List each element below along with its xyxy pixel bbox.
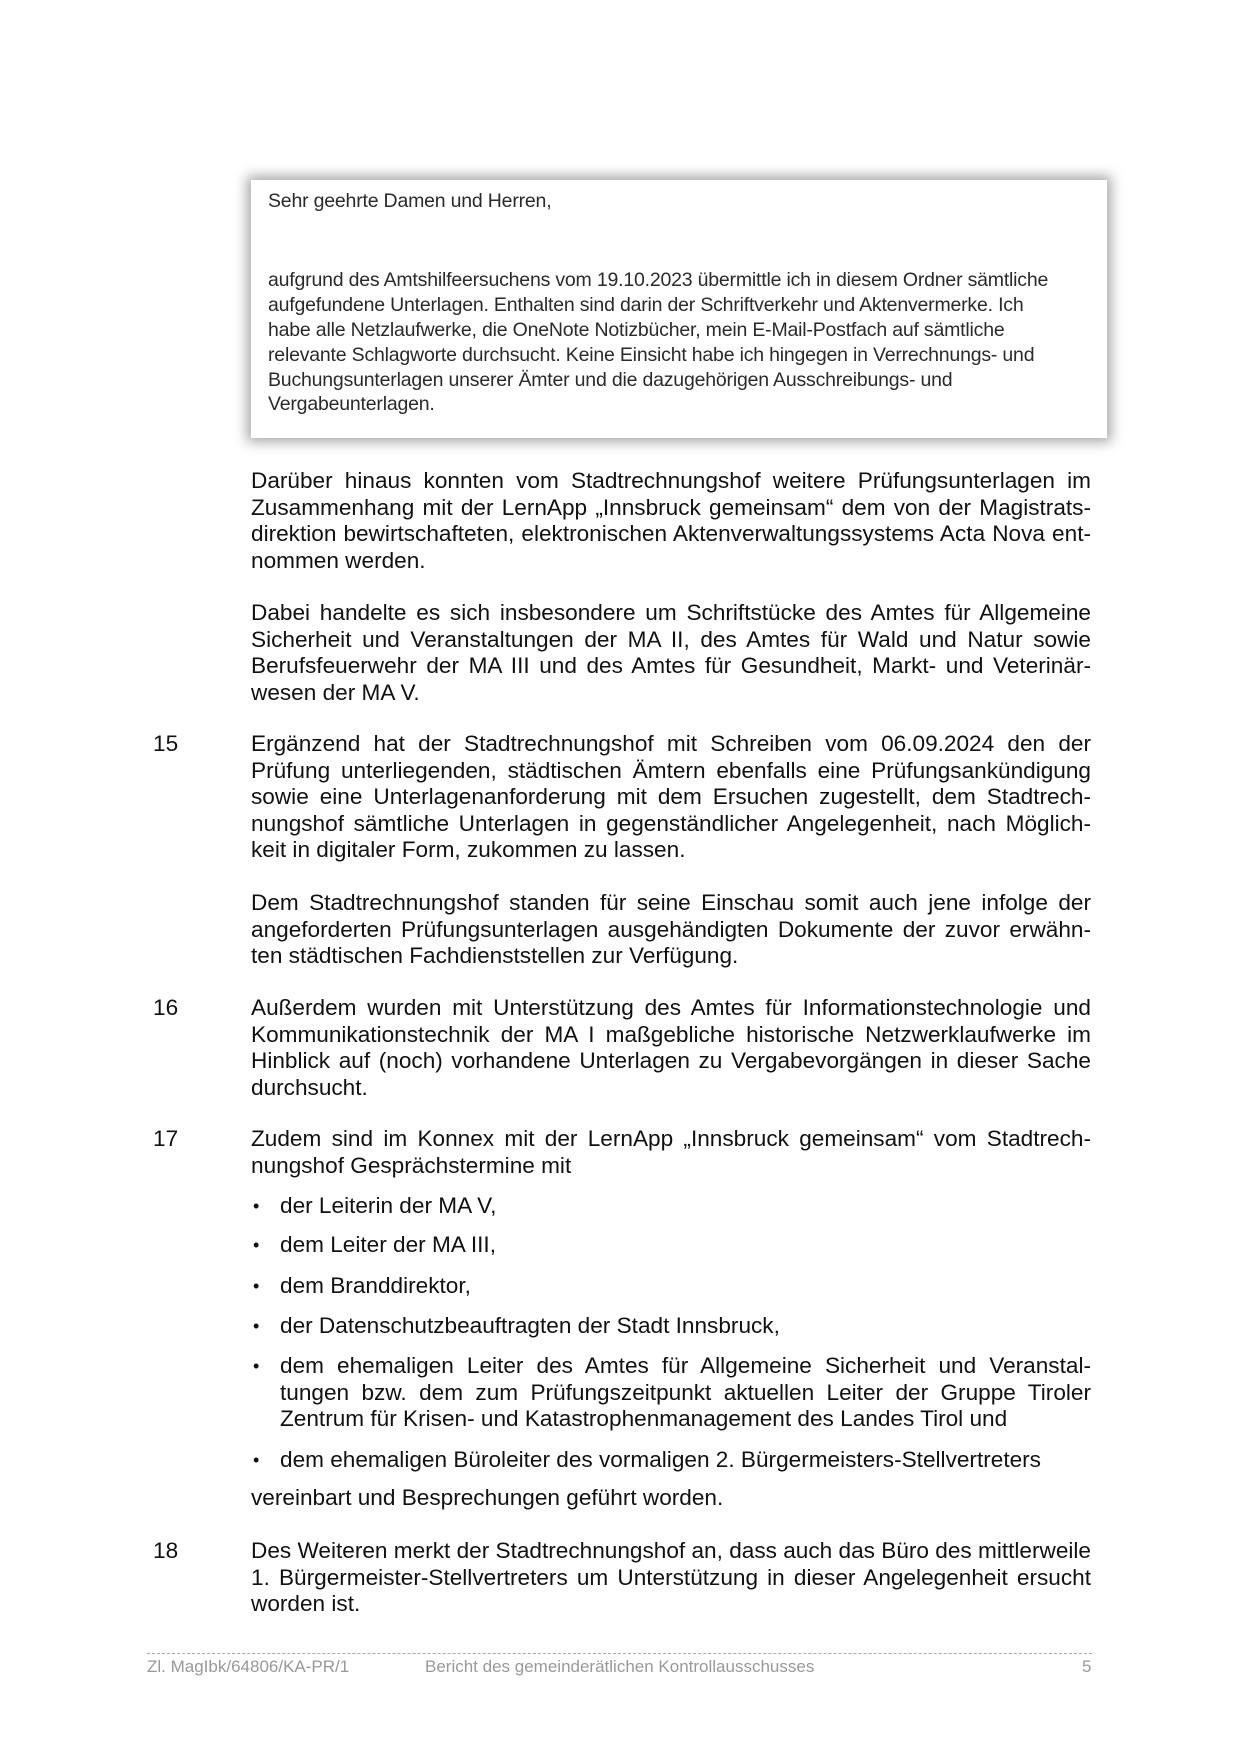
paragraph-line: Außerdem wurden mit Unterstützung des Amtes für Informationstechnologie und — [251, 995, 1091, 1020]
bullet-icon: • — [253, 1316, 260, 1336]
bullet-icon: • — [253, 1450, 260, 1470]
paragraph-line: Ergänzend hat der Stadtrechnungshof mit Schreiben vom 06.09.2024 den der — [251, 731, 1091, 756]
paragraph-line: Zudem sind im Konnex mit der LernApp „Innsbruck gemeinsam“ vom Stadtrech- — [251, 1126, 1091, 1151]
bullet-item-line: dem Branddirektor, — [280, 1273, 471, 1298]
paragraph-line: 1. Bürgermeister-Stellvertreters um Unterstützung in dieser Angelegenheit ersucht — [251, 1564, 1091, 1590]
paragraph-number: 16 — [153, 995, 179, 1020]
paragraph-line: sowie eine Unterlagenanforderung mit dem Ersuchen zugestellt, dem Stadtrech- — [251, 784, 1091, 809]
bullet-item-line: der Leiterin der MA V, — [280, 1193, 497, 1218]
paragraph-line: nungshof sämtliche Unterlagen in gegenständlicher Angelegenheit, nach Möglich- — [251, 810, 1091, 836]
bullet-item-line: dem Leiter der MA III, — [280, 1232, 496, 1257]
paragraph-number: 15 — [153, 731, 179, 756]
quote-line: relevante Schlagworte durchsucht. Keine Einsicht habe ich hingegen in Verrechnungs- und — [268, 344, 1035, 366]
paragraph-line: angeforderten Prüfungsunterlagen ausgehändigten Dokumente der zuvor erwähn- — [251, 916, 1091, 942]
paragraph-line: Des Weiteren merkt der Stadtrechnungshof an, dass auch das Büro des mittlerweile — [251, 1538, 1091, 1563]
paragraph-line: Prüfung unterliegenden, städtischen Ämtern ebenfalls eine Prüfungsankündigung — [251, 757, 1091, 783]
paragraph-line: durchsucht. — [251, 1074, 368, 1100]
paragraph-line: direktion bewirtschafteten, elektronischen Aktenverwaltungssystems Acta Nova ent- — [251, 521, 1091, 546]
quote-line: habe alle Netzlaufwerke, die OneNote Notizbücher, mein E-Mail-Postfach auf sämtliche — [268, 319, 1005, 341]
paragraph-line: wesen der MA V. — [251, 679, 420, 705]
paragraph-line: Kommunikationstechnik der MA I maßgebliche historische Netzwerklaufwerke im — [251, 1021, 1091, 1047]
paragraph-line: worden ist. — [251, 1591, 361, 1616]
paragraph-line: Hinblick auf (noch) vorhandene Unterlagen zu Vergabevorgängen in dieser Sache — [251, 1048, 1091, 1073]
quote-line: Vergabeunterlagen. — [268, 393, 435, 415]
paragraph-number: 17 — [153, 1126, 179, 1151]
paragraph-line: Berufsfeuerwehr der MA III und des Amtes für Gesundheit, Markt- und Veterinär- — [251, 653, 1091, 678]
quote-line: aufgefundene Unterlagen. Enthalten sind darin der Schriftverkehr und Aktenvermerke. Ich — [268, 294, 1024, 316]
footer-reference: Zl. MagIbk/64806/KA-PR/1 — [147, 1657, 350, 1676]
bullet-icon: • — [253, 1276, 260, 1296]
bullet-icon: • — [253, 1235, 260, 1255]
paragraph-number: 18 — [153, 1538, 179, 1563]
paragraph-line: ten städtischen Fachdienststellen zur Verfügung. — [251, 943, 739, 968]
page-number: 5 — [1082, 1657, 1092, 1676]
paragraph-line: Zusammenhang mit der LernApp „Innsbruck gemeinsam“ dem von der Magistrats- — [251, 494, 1091, 520]
paragraph-line: nungshof Gesprächstermine mit — [251, 1152, 572, 1178]
paragraph-line: keit in digitaler Form, zukommen zu lassen. — [251, 837, 686, 862]
footer-title: Bericht des gemeinderätlichen Kontrollausschusses — [425, 1657, 815, 1676]
quote-line: aufgrund des Amtshilfeersuchens vom 19.10.2023 übermittle ich in diesem Ordner sämtliche — [268, 269, 1049, 291]
paragraph-line: Dabei handelte es sich insbesondere um Schriftstücke des Amtes für Allgemeine — [251, 600, 1091, 625]
quote-salutation: Sehr geehrte Damen und Herren, — [268, 190, 552, 212]
bullet-icon: • — [253, 1196, 260, 1216]
bullet-item-line: Zentrum für Krisen- und Katastrophenmanagement des Landes Tirol und — [280, 1406, 1008, 1431]
paragraph-line: Sicherheit und Veranstaltungen der MA II, des Amtes für Wald und Natur sowie — [251, 626, 1091, 652]
paragraph-line: nommen werden. — [251, 547, 426, 573]
bullet-icon: • — [253, 1356, 260, 1376]
bullet-item-line: dem ehemaligen Büroleiter des vormaligen 2. Bürgermeisters-Stellvertreters — [280, 1447, 1041, 1472]
bullet-item-line: dem ehemaligen Leiter des Amtes für Allgemeine Sicherheit und Veranstal- — [280, 1353, 1091, 1378]
paragraph-line: Dem Stadtrechnungshof standen für seine Einschau somit auch jene infolge der — [251, 890, 1091, 915]
paragraph-line: Darüber hinaus konnten vom Stadtrechnungshof weitere Prüfungsunterlagen im — [251, 468, 1091, 493]
paragraph-line: vereinbart und Besprechungen geführt worden. — [251, 1485, 724, 1510]
bullet-item-line: tungen bzw. dem zum Prüfungszeitpunkt aktuellen Leiter der Gruppe Tiroler — [280, 1379, 1091, 1405]
quote-line: Buchungsunterlagen unserer Ämter und die dazugehörigen Ausschreibungs- und — [268, 369, 953, 391]
bullet-item-line: der Datenschutzbeauftragten der Stadt Innsbruck, — [280, 1313, 780, 1338]
quoted-email-screenshot — [251, 180, 1107, 438]
footer-divider — [147, 1653, 1092, 1654]
